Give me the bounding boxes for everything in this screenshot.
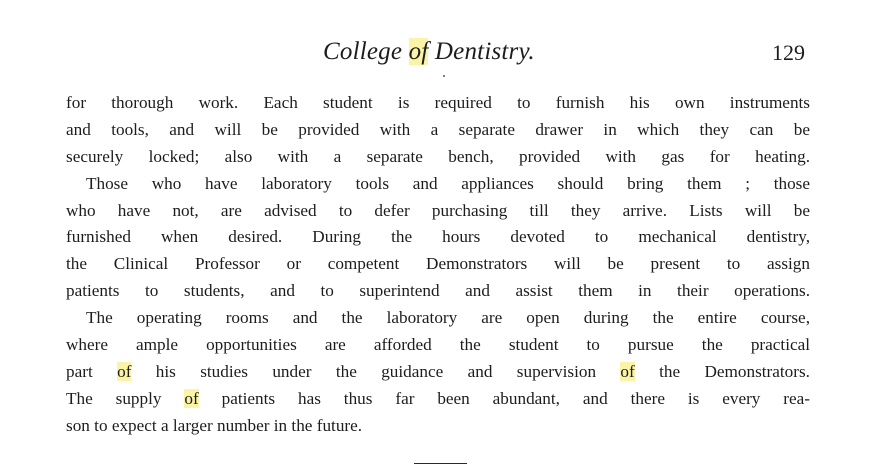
text-line: who have not, are advised to defer purchasing till they arrive. Lists will be <box>66 200 810 220</box>
text-segment: The supply <box>66 388 185 408</box>
search-highlight: of <box>184 388 199 408</box>
body-text <box>66 90 810 440</box>
text-line: The operating rooms and the laboratory are open during the entire course, <box>86 308 810 328</box>
running-head-text: Dentistry. <box>428 38 535 65</box>
text-segment: his studies under the guidance and supervision <box>131 361 621 381</box>
text-line: for thorough work. Each student is required to furnish his own instruments <box>66 93 810 112</box>
text-segment: part <box>66 361 118 381</box>
text-line: where ample opportunities are afforded the student to pursue the practical <box>66 335 810 355</box>
text-line <box>66 359 810 386</box>
text-line: furnished when desired. During the hours devoted to mechanical dentistry, <box>66 227 810 247</box>
text-line: son to expect a larger number in the future. <box>66 415 363 435</box>
search-highlight: of <box>620 361 635 381</box>
section-rule <box>414 463 467 464</box>
text-segment: patients has thus far been abundant, and there is every rea- <box>198 388 811 408</box>
text-line: the Clinical Professor or competent Demonstrators will be present to assign <box>66 254 810 274</box>
text-line: patients to students, and to superintend and assist them in their operations. <box>66 281 810 301</box>
print-speck <box>443 75 445 77</box>
text-line <box>66 386 810 413</box>
search-highlight: of <box>117 361 132 381</box>
search-highlight: of <box>408 38 429 65</box>
text-line: securely locked; also with a separate bench, provided with gas for heating. <box>66 146 810 166</box>
running-head-text: College <box>323 38 409 65</box>
running-head <box>323 38 535 66</box>
page-number: 129 <box>772 40 805 65</box>
text-line: and tools, and will be provided with a separate drawer in which they can be <box>66 119 810 139</box>
text-line: Those who have laboratory tools and appliances should bring them ; those <box>86 173 810 193</box>
text-segment: the Demonstrators. <box>634 361 810 381</box>
